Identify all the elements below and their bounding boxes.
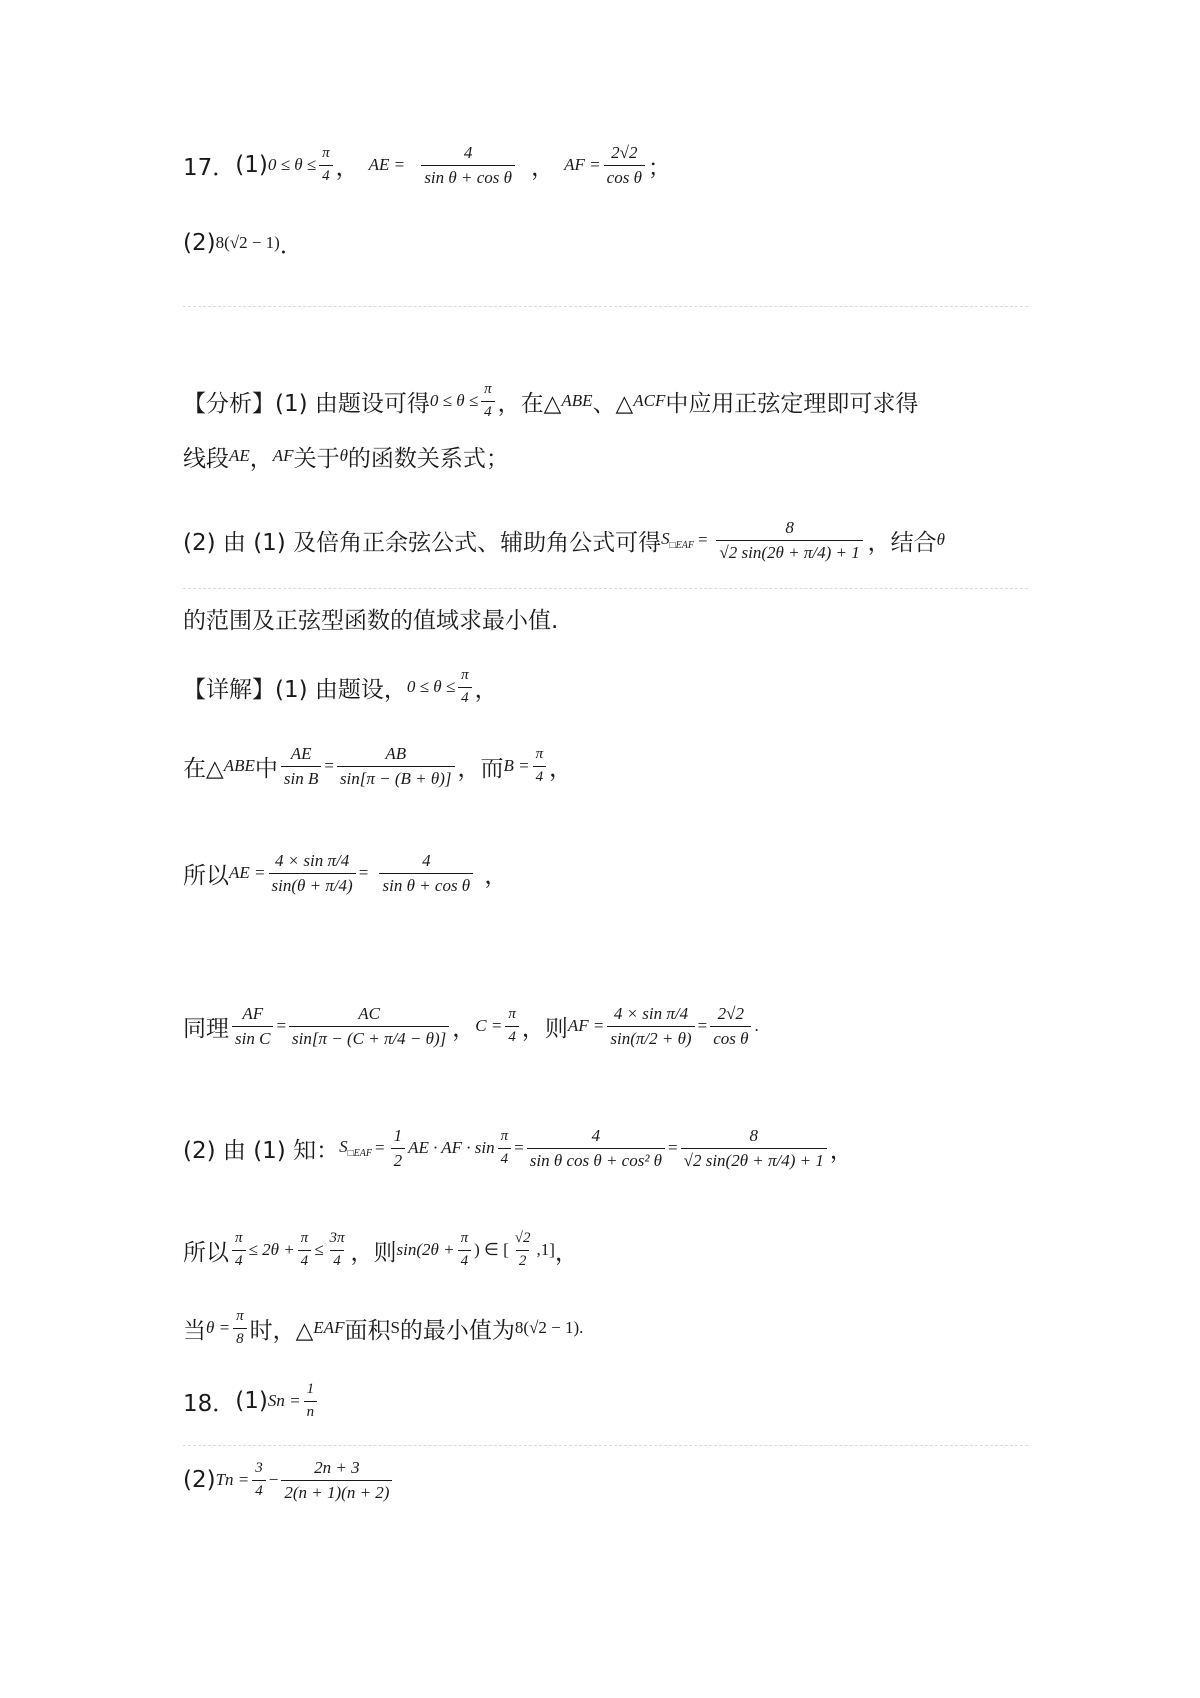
q18-number: 18． bbox=[183, 1390, 236, 1417]
q17-line2: (2) 8(√2 − 1) ． bbox=[183, 230, 303, 259]
q17-part2-value: 8(√2 − 1) bbox=[215, 233, 280, 252]
detail-line5: (2) 由 (1) 知： $S_{□EAF}$ = $\frac{1}{2}$ AE · AF · sin $\frac{\pi}{4}$ = $\frac{4}{\text{sin θ cos θ + cos² θ}}$ = $\frac{8}{√2 \sin(2\theta + \pi/4) + 1}$ ， bbox=[183, 1125, 853, 1170]
q17-ae-label: AE = bbox=[368, 155, 406, 174]
q17-part2-label: (2) bbox=[183, 230, 216, 256]
q17-number: 17． bbox=[183, 154, 236, 181]
analysis-heading: 【分析】(1) 由题设可得 bbox=[183, 390, 430, 417]
q17-pi-over-4: $\frac{\pi}{4}$ bbox=[319, 145, 333, 185]
analysis-line1: 【分析】(1) 由题设可得 0 ≤ θ ≤ $\frac{\pi}{4}$ ，在△ ABE 、△ ACF 中应用正弦定理即可求得 bbox=[183, 381, 919, 420]
q17-af-fraction: $\frac{2√2}{\text{cos θ}}$ bbox=[604, 143, 645, 187]
q17-line1: 17． (1) 0 ≤ θ ≤ $\frac{\pi}{4}$ ， AE = $\frac{4}{\text{sin θ + cos θ}}$ ， AF = $\frac{2√2}{\text{cos θ}}$ ； bbox=[183, 142, 671, 187]
detail-line6: 所以 $\frac{\pi}{4}$ ≤ 2θ + $\frac{\pi}{4}$ ≤ $\frac{3\pi}{4}$ ，则 sin(2θ + $\frac{\pi}{4}$ ) ∈ [ $\frac{√2}{2}$ ,1] ， bbox=[183, 1230, 578, 1269]
detail-line7: 当 θ = $\frac{\pi}{8}$ 时，△ EAF 面积 S 的最小值为 8(√2 − 1) . bbox=[183, 1308, 584, 1347]
detail-line4: 同理 $\frac{AF}{\text{sin C}}$ = $\frac{AC}{\sin[\pi - (C + \pi/4 - \theta)]}$ ， C = $\frac{\pi}{4}$ ，则 AF = $\frac{\text{4 × sin π/4}}{\sin(\pi/2 + \theta)}$ = $\frac{2√2}{\text{cos θ}}$ . bbox=[183, 1003, 759, 1048]
q17-af-label: AF = bbox=[564, 155, 601, 174]
analysis-line4: 的范围及正弦型函数的值域求最小值. bbox=[183, 607, 559, 634]
detail-line2: 在△ ABE 中 $\frac{AE}{\text{sin B}}$ = $\frac{AB}{\sin[\pi - (B + \theta)]}$ ，而 B = $\frac{\pi}{4}$ ， bbox=[183, 743, 573, 788]
detail-line3: 所以 AE = $\frac{\text{4 × sin π/4}}{\sin(\theta + \pi/4)}$ = $\frac{4}{\text{sin θ + cos θ}}$ ， bbox=[183, 850, 508, 895]
q17-part1-label: (1) bbox=[235, 152, 268, 178]
analysis-line2: 线段 AE ， AF 关于 θ 的函数关系式； bbox=[183, 445, 509, 472]
q18-line1: 18． (1) Sn = $\frac{1}{n}$ bbox=[183, 1373, 1060, 1429]
q18-line2: (2) Tn = $\frac{3}{4}$ − $\frac{2n + 3}{2(n + 1)(n + 2)}$ bbox=[183, 1452, 1060, 1508]
divider bbox=[183, 306, 1028, 307]
detail-heading: 【详解】(1) 由题设， bbox=[183, 676, 407, 703]
detail-line1: 【详解】(1) 由题设， 0 ≤ θ ≤ $\frac{\pi}{4}$ ， bbox=[183, 667, 498, 706]
analysis-line3: (2) 由 (1) 及倍角正余弦公式、辅助角公式可得 $S_{□EAF}$ = $\frac{8}{√2 \sin(2\theta + \pi/4) + 1}$ ，结合 θ bbox=[183, 517, 945, 562]
analysis-s-fraction: $\frac{8}{√2 \sin(2\theta + \pi/4) + 1}$ bbox=[715, 518, 865, 562]
q17-ae-fraction: $\frac{4}{\text{sin θ + cos θ}}$ bbox=[408, 143, 528, 187]
q17-range: 0 ≤ θ ≤ bbox=[267, 155, 317, 174]
